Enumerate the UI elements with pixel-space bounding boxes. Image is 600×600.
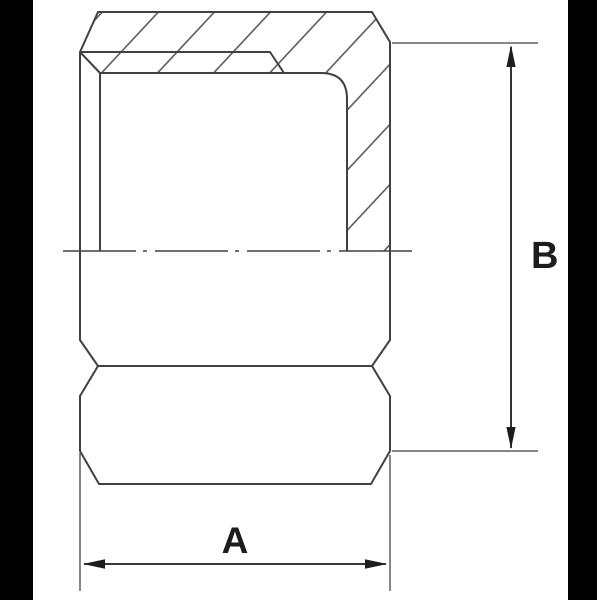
dimension-b-label: B [531, 235, 559, 277]
letterbox-right [568, 0, 597, 600]
letterbox-left [0, 0, 33, 600]
dimension-a-label: A [221, 520, 249, 561]
